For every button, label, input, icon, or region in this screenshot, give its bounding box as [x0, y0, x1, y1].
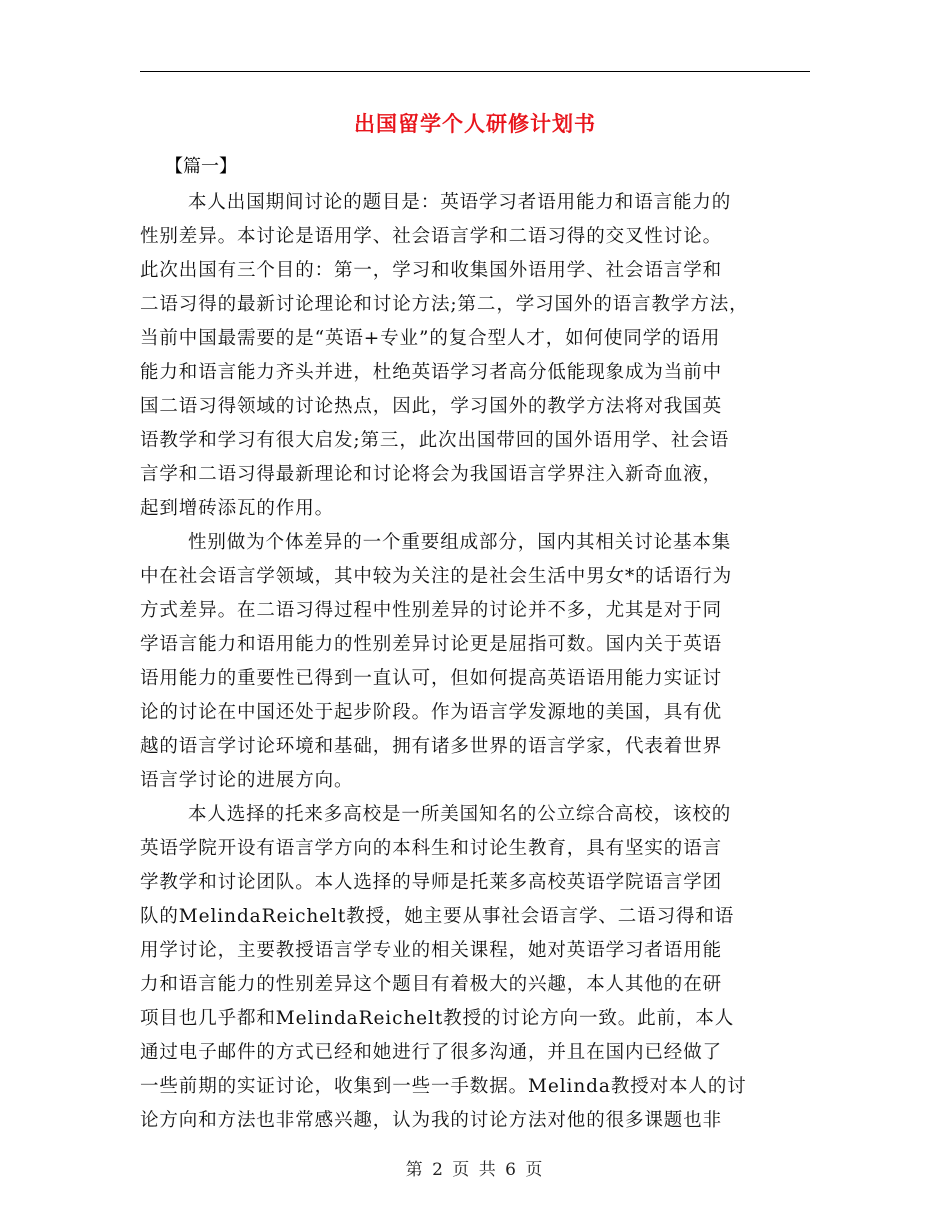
text-line: 本人出国期间讨论的题目是：英语学习者语用能力和语言能力的 — [188, 192, 732, 213]
section-label: 【篇一】 — [165, 156, 237, 177]
text-line: 语用能力的重要性已得到一直认可，但如何提高英语语用能力实证讨 — [140, 668, 723, 689]
text-line: 论的讨论在中国还处于起步阶段。作为语言学发源地的美国，具有优 — [140, 702, 723, 723]
text-line: 语教学和学习有很大启发;第三，此次出国带回的国外语用学、社会语 — [140, 430, 730, 451]
document-title: 出国留学个人研修计划书 — [354, 111, 596, 136]
text-line: 力和语言能力的性别差异这个题目有着极大的兴趣，本人其他的在研 — [140, 974, 723, 995]
text-line: 起到增砖添瓦的作用。 — [140, 498, 335, 519]
text-line: 项目也几乎都和MelindaReichelt教授的讨论方向一致。此前，本人 — [140, 1008, 735, 1029]
text-line: 性别做为个体差异的一个重要组成部分，国内其相关讨论基本集 — [188, 532, 732, 553]
text-line: 一些前期的实证讨论，收集到一些一手数据。Melinda教授对本人的讨 — [140, 1076, 747, 1097]
text-line: 本人选择的托来多高校是一所美国知名的公立综合高校，该校的 — [188, 804, 732, 825]
text-line: 二语习得的最新讨论理论和讨论方法;第二，学习国外的语言教学方法， — [140, 294, 749, 315]
text-line: 言学和二语习得最新理论和讨论将会为我国语言学界注入新奇血液， — [140, 464, 723, 485]
text-line: 中在社会语言学领域，其中较为关注的是社会生活中男女*的话语行为 — [140, 566, 733, 587]
text-line: 语言学讨论的进展方向。 — [140, 770, 354, 791]
header-rule — [140, 71, 810, 72]
text-line: 能力和语言能力齐头并进，杜绝英语学习者高分低能现象成为当前中 — [140, 362, 723, 383]
text-line: 国二语习得领域的讨论热点，因此，学习国外的教学方法将对我国英 — [140, 396, 723, 417]
text-line: 方式差异。在二语习得过程中性别差异的讨论并不多，尤其是对于同 — [140, 600, 723, 621]
text-line: 越的语言学讨论环境和基础，拥有诸多世界的语言学家，代表着世界 — [140, 736, 723, 757]
text-line: 学教学和讨论团队。本人选择的导师是托莱多高校英语学院语言学团 — [140, 872, 723, 893]
text-line: 此次出国有三个目的：第一，学习和收集国外语用学、社会语言学和 — [140, 260, 723, 281]
text-line: 通过电子邮件的方式已经和她进行了很多沟通，并且在国内已经做了 — [140, 1042, 723, 1063]
text-line: 性别差异。本讨论是语用学、社会语言学和二语习得的交叉性讨论。 — [140, 226, 723, 247]
text-line: 学语言能力和语用能力的性别差异讨论更是屈指可数。国内关于英语 — [140, 634, 723, 655]
text-line: 论方向和方法也非常感兴趣，认为我的讨论方法对他的很多课题也非 — [140, 1110, 723, 1131]
page-number: 第 2 页 共 6 页 — [405, 1160, 545, 1180]
text-line: 用学讨论，主要教授语言学专业的相关课程，她对英语学习者语用能 — [140, 940, 723, 961]
text-line: 当前中国最需要的是“英语+专业”的复合型人才，如何使同学的语用 — [140, 328, 721, 349]
text-line: 英语学院开设有语言学方向的本科生和讨论生教育，具有坚实的语言 — [140, 838, 723, 859]
text-line: 队的MelindaReichelt教授，她主要从事社会语言学、二语习得和语 — [140, 906, 735, 927]
